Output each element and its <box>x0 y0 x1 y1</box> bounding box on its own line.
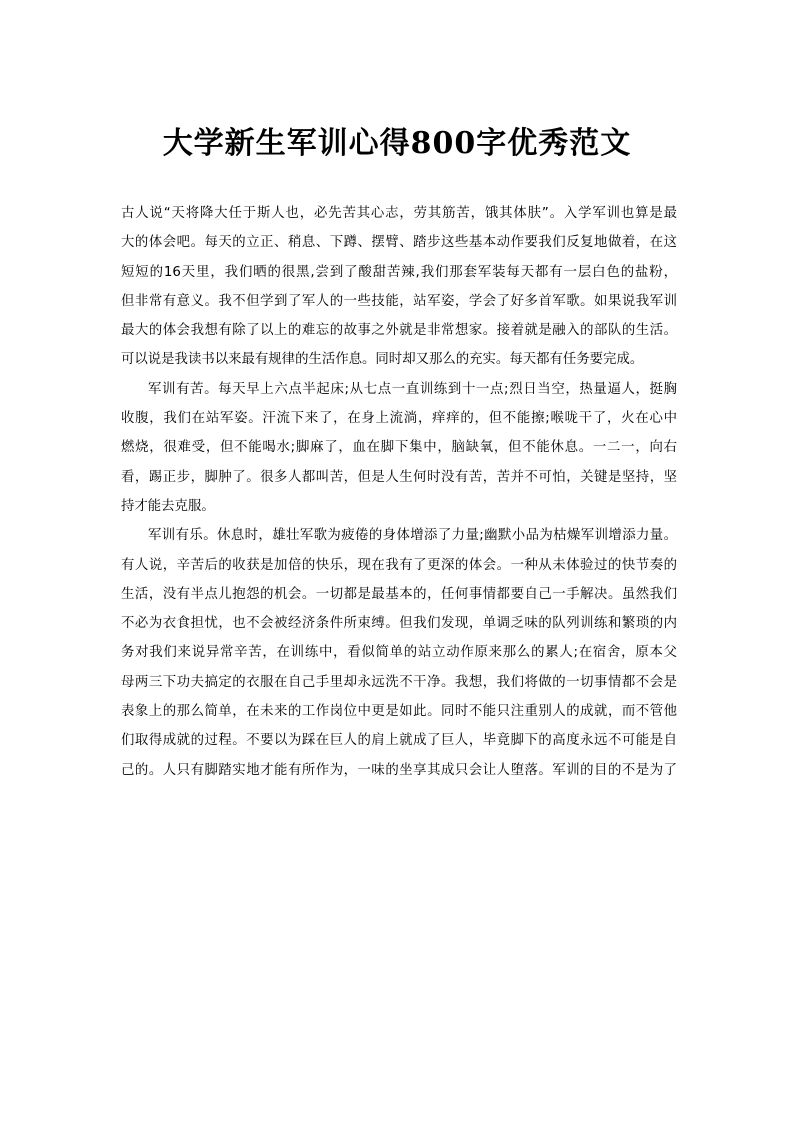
text-line: 生活，没有半点儿抱怨的机会。一切都是最基本的，任何事情都要自己一手解决。虽然我们 <box>121 586 677 602</box>
text-line: 们取得成就的过程。不要以为踩在巨人的肩上就成了巨人，毕竟脚下的高度永远不可能是自 <box>121 733 677 749</box>
text-line: 收腹，我们在站军姿。汗流下来了，在身上流淌，痒痒的，但不能擦;喉咙干了，火在心中 <box>121 411 677 427</box>
text-line: 古人说“天将降大任于斯人也，必先苦其心志，劳其筋苦，饿其体肤”。入学军训也算是最 <box>121 206 677 221</box>
text-line: 最大的体会我想有除了以上的难忘的故事之外就是非常想家。接着就是融入的部队的生活。 <box>121 323 677 339</box>
text-line: 军训有苦。每天早上六点半起床;从七点一直训练到十一点;烈日当空，热量逼人，挺胸 <box>148 381 677 397</box>
paragraph <box>121 199 677 375</box>
document-body <box>121 199 677 785</box>
text-line: 军训有乐。休息时，雄壮军歌为疲倦的身体增添了力量;幽默小品为枯燥军训增添力量。 <box>148 528 677 544</box>
text-line: 看，踢正步，脚肿了。很多人都叫苦，但是人生何时没有苦，苦并不可怕，关键是坚持，坚 <box>121 469 677 485</box>
paragraph <box>121 521 677 785</box>
text-line: 大的体会吧。每天的立正、稍息、下蹲、摆臂、踏步这些基本动作要我们反复地做着，在这 <box>121 235 677 251</box>
document-title: 大学新生军训心得800字优秀范文 <box>162 126 632 161</box>
text-line: 可以说是我读书以来最有规律的生活作息。同时却又那么的充实。每天都有任务要完成。 <box>121 352 644 368</box>
text-line: 但非常有意义。我不但学到了军人的一些技能，站军姿，学会了好多首军歌。如果说我军训 <box>121 293 677 309</box>
text-line: 己的。人只有脚踏实地才能有所作为，一味的坐享其成只会让人堕落。军训的目的不是为了 <box>121 762 677 778</box>
text-line: 务对我们来说异常辛苦，在训练中，看似简单的站立动作原来那么的累人;在宿舍，原本父 <box>121 645 677 661</box>
text-line: 持才能去克服。 <box>121 498 215 514</box>
text-line: 燃烧，很难受，但不能喝水;脚麻了，血在脚下集中，脑缺氧，但不能休息。一二一，向右 <box>121 440 677 456</box>
text-line: 母两三下功夫搞定的衣服在自己手里却永远洗不干净。我想，我们将做的一切事情都不会是 <box>121 674 677 690</box>
paragraph <box>121 375 677 521</box>
text-line: 不必为衣食担忧，也不会被经济条件所束缚。但我们发现，单调乏味的队列训练和繁琐的内 <box>121 616 677 632</box>
text-line: 短短的16天里，我们晒的很黑,尝到了酸甜苦辣,我们那套军装每天都有一层白色的盐粉， <box>121 264 677 280</box>
text-line: 有人说，辛苦后的收获是加倍的快乐，现在我有了更深的体会。一种从未体验过的快节奏的 <box>121 557 677 573</box>
text-line: 表象上的那么简单，在未来的工作岗位中更是如此。同时不能只注重别人的成就，而不管他 <box>121 704 677 720</box>
